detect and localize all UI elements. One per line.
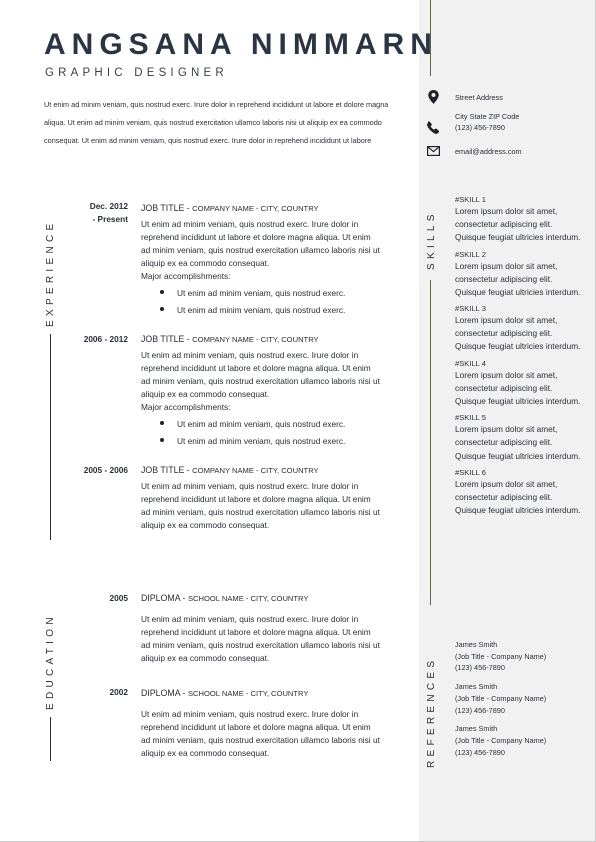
experience-section-rule	[50, 334, 51, 540]
experience-entry	[141, 464, 381, 532]
experience-date	[43, 464, 128, 477]
skill-title: #SKILL 6	[455, 467, 486, 477]
skills-section-label: SKILLS	[426, 210, 437, 270]
education-year: 2002	[109, 687, 128, 697]
bullet-dot	[160, 307, 164, 311]
envelope-icon	[425, 143, 441, 159]
references-list	[455, 639, 585, 765]
list-item	[141, 285, 381, 302]
education-entry	[141, 687, 381, 760]
skill-description: Lorem ipsum dolor sit amet, consectetur adipiscing elit. Quisque feugiat ultricies interdum.	[455, 424, 581, 461]
contact-phone: (123) 456-7890	[455, 122, 505, 132]
reference-title: (Job Title - Company Name)	[455, 735, 547, 745]
education-section-rule	[50, 717, 51, 761]
contact-street-row	[425, 89, 503, 105]
reference-name: James Smith	[455, 724, 498, 734]
bullet-dot	[160, 421, 164, 425]
experience-date-line: Dec. 2012	[89, 201, 128, 211]
diploma-title: DIPLOMA -	[141, 688, 188, 698]
skills-list	[455, 195, 585, 522]
skill-title: #SKILL 4	[455, 358, 486, 368]
skill-item	[455, 195, 585, 244]
accomplishments-label: Major accomplishments:	[141, 271, 231, 282]
education-year: 2005	[109, 593, 128, 603]
experience-date	[43, 200, 128, 226]
list-item-text: Ut enim ad minim veniam, quis nostrud exerc.	[177, 435, 346, 446]
reference-phone: (123) 456-7890	[455, 705, 505, 715]
experience-heading	[141, 333, 381, 346]
reference-title: (Job Title - Company Name)	[455, 693, 547, 703]
skill-item	[455, 413, 585, 462]
intro-paragraph: Ut enim ad minim veniam, quis nostrud exerc. Irure dolor in reprehend incididunt ut labore et dolore magna aliqua. Ut enim ad minim veniam, quis nostrud exercitation ullamco laboris nisi ut aliquip ex ea commodo consequat. Ut enim ad minim veniam, quis nostrud exerc. Irure dolor in reprehend incididunt ut labore	[44, 100, 389, 146]
experience-date	[43, 333, 128, 346]
experience-description: Ut enim ad minim veniam, quis nostrud exerc. Irure dolor in reprehend incididunt ut labore et dolore magna aliqua. Ut enim ad minim veniam, quis nostrud exercitation ullamco laboris nisi ut aliquip ex ea commodo consequat.	[141, 350, 380, 400]
experience-section-label: EXPERIENCE	[45, 219, 56, 327]
map-pin-icon	[425, 89, 441, 105]
bullet-dot	[160, 290, 164, 294]
education-heading	[141, 592, 381, 605]
skill-item	[455, 468, 585, 517]
reference-phone: (123) 456-7890	[455, 747, 505, 757]
list-item-text: Ut enim ad minim veniam, quis nostrud exerc.	[177, 304, 346, 315]
accomplishments-list	[141, 416, 381, 449]
skill-description: Lorem ipsum dolor sit amet, consectetur adipiscing elit. Quisque feugiat ultricies interdum.	[455, 315, 581, 352]
skill-description: Lorem ipsum dolor sit amet, consectetur adipiscing elit. Quisque feugiat ultricies interdum.	[455, 206, 581, 243]
skill-title: #SKILL 2	[455, 249, 486, 259]
list-item	[141, 416, 381, 433]
skill-item	[455, 250, 585, 299]
list-item	[141, 433, 381, 450]
experience-heading	[141, 464, 381, 477]
education-description: Ut enim ad minim veniam, quis nostrud exerc. Irure dolor in reprehend incididunt ut labore et dolore magna aliqua. Ut enim ad minim veniam, quis nostrud exercitation ullamco laboris nisi ut aliquip ex ea commodo consequat.	[141, 614, 380, 664]
experience-date-line: 2006 - 2012	[83, 334, 128, 344]
skill-description: Lorem ipsum dolor sit amet, consectetur adipiscing elit. Quisque feugiat ultricies interdum.	[455, 369, 581, 406]
skill-description: Lorem ipsum dolor sit amet, consectetur adipiscing elit. Quisque feugiat ultricies interdum.	[455, 478, 581, 516]
reference-item	[455, 639, 585, 674]
contact-email-row	[425, 143, 522, 159]
list-item-text: Ut enim ad minim veniam, quis nostrud exerc.	[177, 419, 346, 430]
reference-item	[455, 723, 585, 758]
education-heading	[141, 687, 381, 700]
skill-description: Lorem ipsum dolor sit amet, consectetur adipiscing elit. Quisque feugiat ultricies interdum.	[455, 260, 581, 297]
education-section-label: EDUCATION	[45, 613, 56, 710]
reference-name: James Smith	[455, 682, 498, 692]
accomplishments-label: Major accomplishments:	[141, 402, 231, 413]
company-name: COMPANY NAME - CITY, COUNTRY	[192, 466, 319, 475]
job-title: JOB TITLE -	[141, 203, 193, 213]
experience-entry	[141, 202, 381, 318]
contact-street: Street Address	[455, 92, 503, 102]
school-name: SCHOOL NAME - CITY, COUNTRY	[187, 594, 309, 603]
list-item-text: Ut enim ad minim veniam, quis nostrud exerc.	[177, 288, 346, 299]
contact-email[interactable]: email@address.com	[455, 146, 522, 156]
contact-phone-row	[425, 119, 505, 135]
experience-heading	[141, 202, 381, 215]
references-section-label: REFERENCES	[426, 656, 437, 768]
bullet-dot	[160, 438, 164, 442]
reference-name: James Smith	[455, 640, 498, 649]
school-name: SCHOOL NAME - CITY, COUNTRY	[187, 689, 309, 698]
skill-title: #SKILL 5	[455, 413, 486, 423]
contact-city: City State ZIP Code	[455, 111, 520, 121]
experience-description: Ut enim ad minim veniam, quis nostrud exerc. Irure dolor in reprehend incididunt ut labore et dolore magna aliqua. Ut enim ad minim veniam, quis nostrud exercitation ullamco laboris nisi ut aliquip ex ea commodo consequat.	[141, 219, 380, 269]
experience-description: Ut enim ad minim veniam, quis nostrud exerc. Irure dolor in reprehend incididunt ut labore et dolore magna aliqua. Ut enim ad minim veniam, quis nostrud exercitation ullamco laboris nisi ut aliquip ex ea commodo consequat.	[141, 481, 380, 531]
education-entry	[141, 592, 381, 665]
phone-icon	[425, 119, 441, 135]
job-title: JOB TITLE -	[141, 334, 193, 344]
experience-date-line: 2005 - 2006	[83, 465, 128, 475]
accomplishments-list	[141, 285, 381, 318]
skill-item	[455, 359, 585, 408]
list-item	[141, 302, 381, 319]
job-title: JOB TITLE -	[141, 465, 193, 475]
diploma-title: DIPLOMA -	[141, 593, 188, 603]
company-name: COMPANY NAME - CITY, COUNTRY	[192, 335, 319, 344]
candidate-role: GRAPHIC DESIGNER	[45, 67, 228, 79]
experience-date-line: - Present	[92, 214, 128, 224]
company-name: COMPANY NAME - CITY, COUNTRY	[192, 204, 319, 213]
skill-title: #SKILL 1	[455, 195, 486, 204]
experience-entry	[141, 333, 381, 449]
reference-title: (Job Title - Company Name)	[455, 651, 547, 661]
candidate-name: ANGSANA NIMMARN	[44, 28, 438, 61]
reference-item	[455, 681, 585, 716]
skill-item	[455, 304, 585, 353]
skills-section-rule	[430, 280, 431, 605]
skill-title: #SKILL 3	[455, 304, 486, 314]
education-description: Ut enim ad minim veniam, quis nostrud exerc. Irure dolor in reprehend incididunt ut labore et dolore magna aliqua. Ut enim ad minim veniam, quis nostrud exercitation ullamco laboris nisi ut aliquip ex ea commodo consequat.	[141, 709, 380, 759]
reference-phone: (123) 456-7890	[455, 663, 505, 673]
